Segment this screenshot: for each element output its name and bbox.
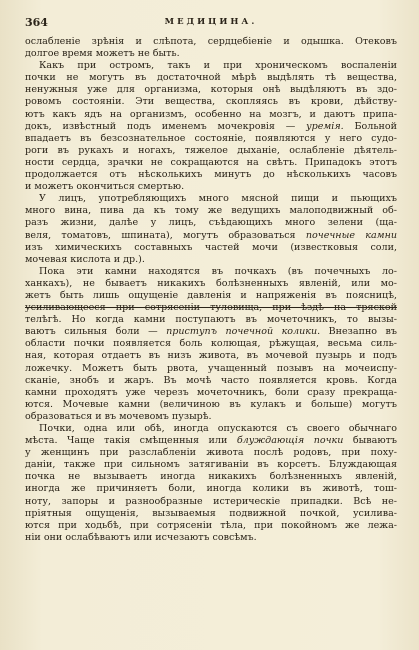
text-run: иногда же причиняетъ боли, иногда колики въ животѣ, тош- [25, 483, 397, 495]
text-run: даніи, также при сильномъ затягиваніи въ корсетъ. Блуждающая [25, 459, 397, 471]
text-run: Какъ при остромъ, такъ и при хроническомъ воспаленіи [39, 60, 397, 72]
text-line [25, 326, 397, 338]
text-line [25, 508, 397, 520]
text-line [25, 230, 397, 242]
text-run: области почки появляется боль колющая, рѣжущая, весьма силь- [25, 338, 397, 350]
text-line [25, 496, 397, 508]
text-line [25, 435, 397, 447]
text-run: много вина, пива да къ тому же ведущихъ малоподвижный об- [25, 205, 397, 217]
page-number: 364 [25, 16, 48, 29]
text-run: ваютъ сильныя боли — [25, 326, 167, 338]
text-line [25, 242, 397, 254]
text-line [25, 459, 397, 471]
text-run: ются при ходьбѣ, при сотрясеніи тѣла, при покойномъ же лежа- [25, 519, 397, 531]
page-header [25, 14, 397, 32]
text-run: веля, томатовъ, шпината), могутъ образоваться [25, 229, 306, 241]
text-run: мѣста. Чаще такія смѣщенныя или [25, 435, 237, 447]
text-run: долгое время можетъ не быть. [25, 48, 180, 60]
paragraph [25, 423, 397, 544]
text-run: сканіе, знобъ и жаръ. Въ мочѣ часто появляется кровь. Когда [25, 374, 397, 386]
text-line [25, 84, 397, 96]
text-run: У лицъ, употребляющихъ много мясной пищи и пьющихъ [39, 193, 397, 205]
italic-term: почечные камни [305, 229, 398, 241]
text-run: ослабленіе зрѣнія и слѣпота, сердцебіеніе и одышка. Отековъ [25, 36, 397, 47]
running-title: МЕДИЦИНА. [164, 17, 258, 27]
text-line [25, 205, 397, 217]
text-line [25, 121, 397, 133]
text-run: докъ, извѣстный подъ именемъ мочекровія — [25, 120, 307, 132]
text-line [25, 278, 397, 290]
text-run: ханкахъ), не бываетъ никакихъ болѣзненныхъ явленій, или мо- [25, 277, 397, 289]
text-run: ложечку. Можетъ быть рвота, учащенный позывъ на мочеиспу- [25, 362, 397, 374]
text-run: Почки, одна или обѣ, иногда опускаются съ своего обычнаго [39, 423, 397, 434]
text-run: бываютъ [343, 435, 397, 447]
text-run: жетъ быть лишь ощущеніе давленія и напряженія въ поясницѣ, [25, 289, 397, 301]
italic-term: блуждающія почки [236, 435, 344, 447]
text-line [25, 145, 397, 157]
text-run: разъ жизни, далѣе у лицъ, съѣдающихъ много зелени (ща- [25, 217, 397, 229]
text-run: пріятныя ощущенія, вызываемыя подвижной почкой, усилива- [25, 507, 397, 519]
text-run: Пока эти камни находятся въ почкахъ (въ почечныхъ ло- [39, 265, 397, 277]
text-run: ровомъ состояніи. Эти вещества, скопляясь въ крови, дѣйству- [25, 96, 397, 108]
italic-term: приступъ почечной колики. [166, 326, 321, 338]
text-run: продолжается отъ нѣсколькихъ минутъ до нѣсколькихъ часовъ [25, 169, 397, 181]
text-run: ная, которая отдаетъ въ низъ живота, въ мочевой пузырь и подъ [25, 350, 397, 362]
text-run: камни проходятъ уже черезъ мочеточникъ, боли сразу прекраща- [25, 386, 397, 398]
body-text [25, 36, 397, 544]
text-run: ніи они ослабѣваютъ или исчезаютъ совсѣмъ. [25, 531, 257, 543]
text-run: образоваться и въ мочевомъ пузырѣ. [25, 410, 212, 422]
text-line [25, 254, 397, 266]
text-line [25, 447, 397, 459]
text-line [25, 302, 397, 314]
text-run: почка не вызываетъ иногда никакихъ болѣзненныхъ явленій, [25, 471, 397, 483]
text-run: изъ химическихъ составныхъ частей мочи (известковыя соли, [25, 241, 397, 253]
text-line [25, 350, 397, 362]
struck-text: усиливающееся при сотрясеніи туловища, при ѣздѣ на тряской [25, 302, 397, 314]
text-line [25, 109, 397, 121]
text-line [25, 60, 397, 72]
text-line [25, 532, 397, 544]
text-line [25, 96, 397, 108]
text-run: ненужныя уже для организма, которыя онѣ выдѣляютъ въ здо- [25, 84, 397, 96]
text-line [25, 266, 397, 278]
text-line [25, 72, 397, 84]
text-line [25, 363, 397, 375]
text-line [25, 338, 397, 350]
text-line [25, 217, 397, 229]
text-run: роги въ рукахъ и ногахъ, тяжелое дыханіе, ослабленіе дѣятель- [25, 144, 397, 156]
text-run: мочевая кислота и др.). [25, 253, 145, 265]
paragraph [25, 266, 397, 423]
text-line [25, 133, 397, 145]
text-run: ноту, запоры и разнообразные истерическіе припадки. Всѣ не- [25, 495, 397, 507]
text-line [25, 48, 397, 60]
text-line [25, 471, 397, 483]
text-run: Больной [343, 120, 397, 132]
text-run: ются. Мочевые камни (величиною въ кулакъ и больше) могутъ [25, 398, 397, 410]
text-line [25, 375, 397, 387]
text-run: и можетъ окончиться смертью. [25, 181, 185, 193]
text-line [25, 169, 397, 181]
paragraph [25, 193, 397, 266]
text-run: ютъ какъ ядъ на организмъ, особенно на мозгъ, и даютъ припа- [25, 108, 397, 120]
paragraph [25, 60, 397, 193]
text-line [25, 411, 397, 423]
text-line [25, 423, 397, 435]
text-run: у женщинъ при разслабленіи живота послѣ родовъ, при поху- [25, 447, 397, 459]
text-line [25, 314, 397, 326]
text-line [25, 157, 397, 169]
text-line [25, 520, 397, 532]
text-run: Внезапно въ [320, 326, 397, 338]
text-run: почки не могутъ въ достаточной мѣрѣ выдѣлять тѣ вещества, [25, 72, 397, 84]
text-line [25, 483, 397, 495]
paragraph [25, 36, 397, 60]
text-run: телѣгѣ. Но когда камни поступаютъ въ мочеточникъ, то вызы- [25, 314, 397, 326]
text-line [25, 387, 397, 399]
text-line [25, 399, 397, 411]
text-line [25, 181, 397, 193]
text-line [25, 290, 397, 302]
text-run: ности сердца, зрачки не сокращаются на свѣтъ. Припадокъ этотъ [25, 156, 397, 168]
text-line [25, 36, 397, 48]
text-line [25, 193, 397, 205]
text-run: впадаетъ въ безсознательное состояніе, появляются у него судо- [25, 132, 397, 144]
italic-term: уремія. [306, 120, 344, 132]
